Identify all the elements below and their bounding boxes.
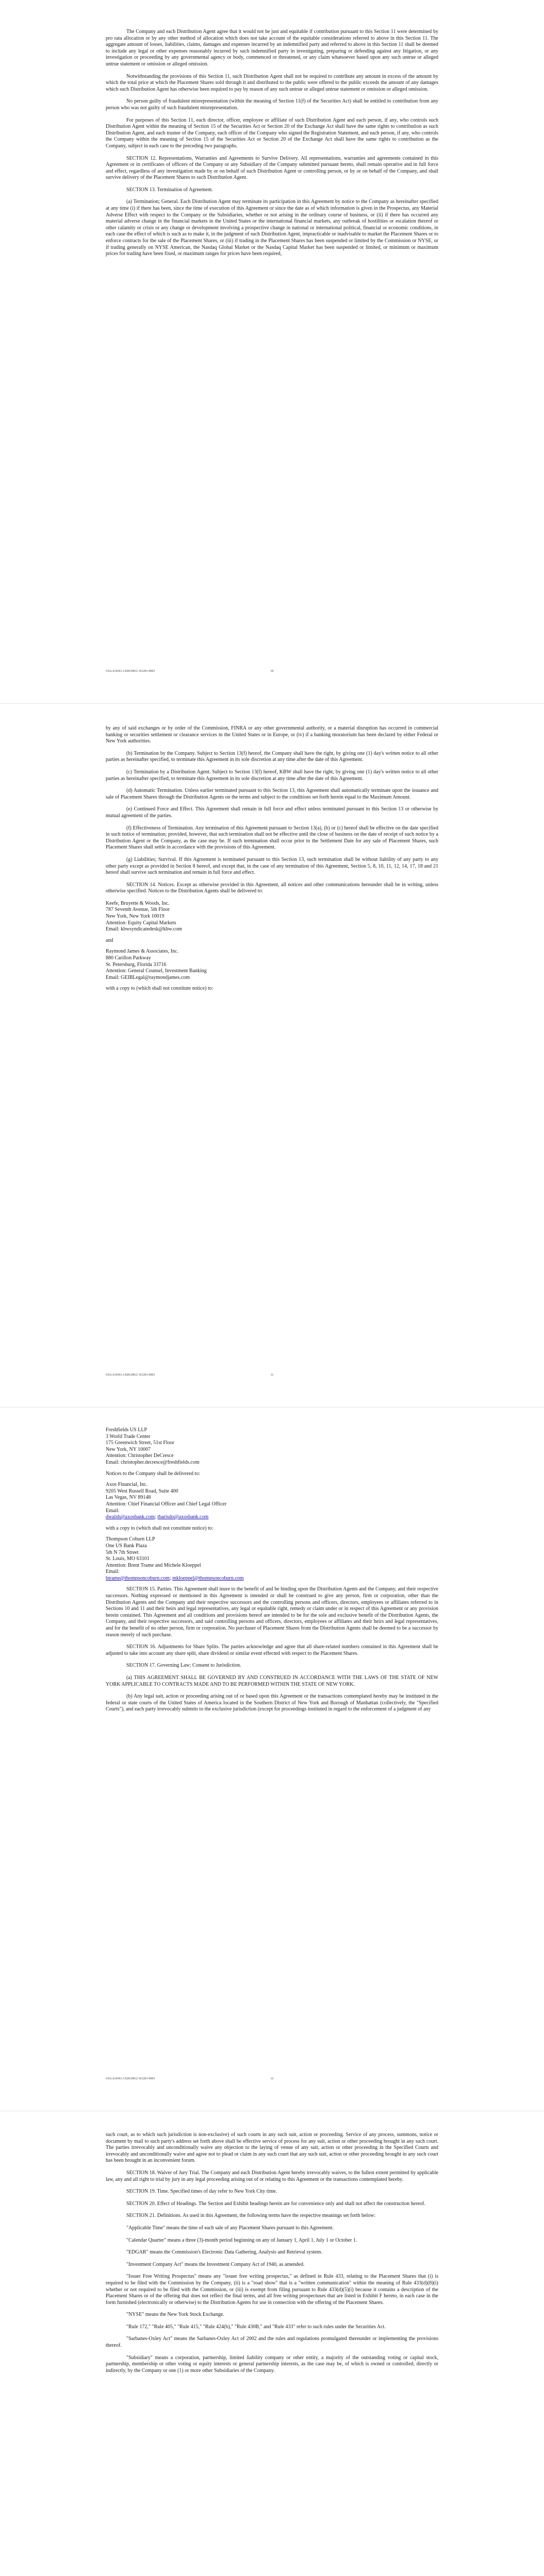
section-heading: SECTION 14. Notices. Except as otherwise provided in this Agreement, all notices and other communications hereunder shall be in writing, unless otherwise specified. Notices to the Distribution Agents shall be delivered to: xyxy=(106,882,438,894)
page-number: 11 xyxy=(270,1374,274,1377)
page-footer xyxy=(106,1374,438,1379)
address-line: Attention: General Counsel, Investment Banking xyxy=(106,968,207,974)
address-line: St. Louis, MO 63101 xyxy=(106,1556,150,1562)
page-footer xyxy=(106,670,438,675)
document-code: USA.614361.1/020/290/2 161201-0001 xyxy=(106,670,155,673)
paragraph: For purposes of this Section 11, each director, officer, employee or affiliate of such Distribution Agent and each person, if any, who controls such Distribution Agent within the meaning of Section 15 of the Securities Act or Section 20 of the Exchange Act shall have the same rights to contribution as such Distribution Agent, and each trustee of the Company, each officer of the Company who signed the Registration Statement, and each person, if any, who controls the Company within the meaning of Section 15 of the Securities Act or Section 20 of the Exchange Act shall have the same rights to contribution as the Company, subject in each case to the preceding two paragraphs. xyxy=(106,117,438,149)
address-line: Las Vegas, NV 89148 xyxy=(106,1495,151,1501)
page-11 xyxy=(0,704,544,1407)
and-label: and xyxy=(106,937,113,943)
address-line: Attention: Chief Financial Officer and Chief Legal Officer xyxy=(106,1501,227,1507)
paragraph: such court, as to which such jurisdiction is non-exclusive) of such courts in any such suit, action or proceeding. Service of any process, summons, notice or document by mail to such party's address set forth above shall be effective service of process for any suit, action or other proceeding brought in any such court. The parties irrevocably and unconditionally waive any objection to the laying of venue of any suit, action or other proceeding in the Specified Courts and irrevocably and unconditionally waive and agree not to plead or claim in any such court that any such suit, action or other proceeding brought in any such court has been brought in an inconvenient forum. xyxy=(106,2132,438,2164)
address-thompson-coburn xyxy=(106,1536,438,1582)
email-link[interactable]: btrame@thompsoncoburn.com xyxy=(106,1575,170,1581)
paragraph: SECTION 16. Adjustments for Share Splits. The parties acknowledge and agree that all share-related numbers contained in this Agreement shall be adjusted to take into account any share split, share dividend or similar event effected with respect to the Placement Shares. xyxy=(106,1644,438,1656)
definition: "Investment Company Act" means the Investment Company Act of 1940, as amended. xyxy=(126,2261,305,2267)
copy-label: with a copy to (which shall not constitute notice) to: xyxy=(106,1525,213,1531)
definition: "Subsidiary" means a corporation, partnership, limited liability company or other entity, a majority of the outstanding voting or capital stock, partnership, membership or other voting or equity interests or general partnership interests, as the case may be, of which is owned or controlled, directly or indirectly, by the Company or one (1) or more other Subsidiaries of the Company. xyxy=(106,2354,438,2374)
address-line: Axos Financial, Inc. xyxy=(106,1482,148,1488)
paragraph: SECTION 21. Definitions. As used in this Agreement, the following terms have the respective meanings set forth below: xyxy=(126,2213,376,2219)
address-line: Attention: Equity Capital Markets xyxy=(106,920,176,926)
address-line: 9205 West Russell Road, Suite 400 xyxy=(106,1488,178,1494)
page-footer xyxy=(106,2077,438,2082)
address-email-line: Email: dwalsh@axosbank.com; tbarisdo@axosbank.com xyxy=(106,1508,438,1521)
address-line: 787 Seventh Avenue, 5th Floor xyxy=(106,907,170,913)
address-line: Thompson Coburn LLP xyxy=(106,1536,155,1543)
definition: "EDGAR" means the Commission's Electronic Data Gathering, Analysis and Retrieval system. xyxy=(126,2249,322,2256)
section-heading: SECTION 12. Representations, Warranties and Agreements to Survive Delivery. All representations, warranties and agreements contained in this Agreement or in certificates of officers of the Company or any Subsidiary of the Company submitted pursuant hereto, shall remain operative and in full force and effect, regardless of any investigation made by or on behalf of such Distribution Agent or controlling person, or by or on behalf of the Company, and shall survive delivery of the Placement Shares to such Distribution Agent. xyxy=(106,155,438,181)
definition: "Calendar Quarter" means a three (3)-month period beginning on any of January 1, April 1, July 1 or October 1. xyxy=(126,2237,357,2243)
email-link[interactable]: dwalsh@axosbank.com xyxy=(106,1514,155,1520)
address-line: St. Petersburg, Florida 33716 xyxy=(106,961,167,968)
page-number: 10 xyxy=(270,670,274,673)
paragraph: Notwithstanding the provisions of this Section 11, such Distribution Agent shall not be required to contribute any amount in excess of the amount by which the total price at which the Placement Shares sold through it and distributed to the public were offered to the public exceeds the amount of any damages which such Distribution Agent has otherwise been required to pay by reason of any such untrue or alleged untrue statement or omission or alleged omission. xyxy=(106,73,438,92)
copy-label: with a copy to (which shall not constitute notice) to: xyxy=(106,986,213,992)
document-code: USA.614361.1/020/290/2 161201-0001 xyxy=(106,2077,155,2080)
address-line: Freshfields US LLP xyxy=(106,1427,147,1433)
address-line: 3 World Trade Center xyxy=(106,1433,151,1439)
address-raymond-james xyxy=(106,948,438,981)
address-line: 880 Carillon Parkway xyxy=(106,955,151,961)
paragraph: SECTION 20. Effect of Headings. The Section and Exhibit headings herein are for convenience only and shall not affect the construction hereof. xyxy=(126,2200,425,2207)
address-line: Email: GEIBLegal@raymondjames.com xyxy=(106,974,190,980)
page-13-body xyxy=(106,2132,438,2380)
paragraph: (a) THIS AGREEMENT SHALL BE GOVERNED BY AND CONSTRUED IN ACCORDANCE WITH THE LAWS OF THE STATE OF NEW YORK APPLICABLE TO CONTRACTS MADE AND TO BE PERFORMED WITHIN THE STATE OF NEW YORK. xyxy=(106,1675,438,1687)
address-kbw xyxy=(106,901,438,933)
address-line: New York, New York 10019 xyxy=(106,913,164,920)
page-10-body xyxy=(106,29,438,263)
company-notice-label: Notices to the Company shall be delivered to: xyxy=(106,1470,201,1477)
email-label: Email: xyxy=(106,1569,120,1575)
address-line: One US Bank Plaza xyxy=(106,1543,147,1549)
paragraph: SECTION 18. Waiver of Jury Trial. The Company and each Distribution Agent hereby irrevocably waives, to the fullest extent permitted by applicable law, any and all right to trial by jury in any legal proceeding arising out of or relating to this Agreement or the transactions contemplated hereby. xyxy=(106,2170,438,2182)
definition: "Applicable Time" means the time of each sale of any Placement Shares pursuant to this Agreement. xyxy=(126,2225,334,2231)
address-freshfields xyxy=(106,1427,438,1466)
address-line: Email: kbwsyndicatedesk@kbw.com xyxy=(106,926,182,933)
email-link[interactable]: tbarisdo@axosbank.com xyxy=(157,1514,209,1520)
address-line: Email: christopher.decresce@freshfields.com xyxy=(106,1459,200,1465)
address-line: Attention: Brent Trame and Michele Kloeppel xyxy=(106,1562,201,1568)
address-line: 175 Greenwich Street, 51st Floor xyxy=(106,1440,175,1446)
paragraph: (g) Liabilities; Survival. If this Agreement is terminated pursuant to this Section 13, such termination shall be without liability of any party to any other party except as provided in Section 8 hereof, and except that, in the case of any termination of this Agreement, Section 5, 8, 10, 11, 12, 14, 17, 18 and 21 hereof shall survive such termination and remain in full force and effect. xyxy=(106,856,438,876)
definition: "Rule 172," "Rule 405," "Rule 415," "Rule 424(b)," "Rule 430B," and "Rule 433" refer to such rules under the Securities Act. xyxy=(126,2324,386,2330)
paragraph: SECTION 19. Time. Specified times of day refer to New York City time. xyxy=(126,2189,277,2195)
page-11-body xyxy=(106,725,438,997)
paragraph: No person guilty of fraudulent misrepresentation (within the meaning of Section 11(f) of the Securities Act) shall be entitled to contribution from any person who was not guilty of such fraudulent misrepresentation. xyxy=(106,98,438,111)
paragraph: (e) Continued Force and Effect. This Agreement shall remain in full force and effect unless terminated pursuant to this Section 13 or otherwise by mutual agreement of the parties. xyxy=(106,806,438,819)
section-heading: SECTION 13. Termination of Agreement. xyxy=(126,187,213,193)
address-axos xyxy=(106,1482,438,1521)
section-heading: SECTION 17. Governing Law; Consent to Jurisdiction. xyxy=(126,1663,241,1669)
paragraph: (b) Termination by the Company. Subject to Section 13(f) hereof, the Company shall have the right, by giving one (1) day's written notice to all other parties as hereinafter specified, to terminate this Agreement in its sole discretion at any time after the date of this Agreement. xyxy=(106,750,438,763)
email-link[interactable]: mkloeppel@thompsoncoburn.com xyxy=(172,1575,244,1581)
address-line: 5th N 7th Street xyxy=(106,1549,139,1555)
paragraph: (b) Any legal suit, action or proceeding arising out of or based upon this Agreement or the transactions contemplated hereby may be instituted in the federal or state courts of the United States of America located in the Southern District of New York and Borough of Manhattan (collectively, the "Specified Courts"), and each party irrevocably submits to the exclusive jurisdiction (except for proceedings instituted in regard to the enforcement of a judgment of any xyxy=(106,1693,438,1713)
paragraph: SECTION 15. Parties. This Agreement shall inure to the benefit of and be binding upon the Distribution Agents and the Company, and their respective successors. Nothing expressed or mentioned in this Agreement is intended or shall be construed to give any person, firm or corporation, other than the Distribution Agents and the Company and their respective successors and the controlling persons and officers, directors, employees or affiliates referred to in Sections 10 and 11 and their heirs and legal representatives, any legal or equitable right, remedy or claim under or in respect of this Agreement or any provision herein contained. This Agreement and all conditions and provisions hereof are intended to be for the sole and exclusive benefit of the Distribution Agents, the Company, and their respective successors, and said controlling persons and officers, directors, employees or affiliates and their heirs and legal representatives, and for the benefit of no other person, firm or corporation. No purchaser of Placement Shares from the Distribution Agents shall be deemed to be a successor by reason merely of such purchase. xyxy=(106,1586,438,1638)
definition: "Sarbanes-Oxley Act" means the Sarbanes-Oxley Act of 2002 and the rules and regulations promulgated thereunder or implementing the provisions thereof. xyxy=(106,2336,438,2349)
definition: "Issuer Free Writing Prospectus" means any "issuer free writing prospectus," as defined in Rule 433, relating to the Placement Shares that (i) is required to be filed with the Commission by the Company, (ii) is a "road show" that is a "written communication" within the meaning of Rule 433(d)(8)(i) whether or not required to be filed with the Commission, or (iii) is exempt from filing pursuant to Rule 433(d)(5)(i) because it contains a description of the Placement Shares or of the offering that does not reflect the final terms, and all free writing prospectuses that are listed in Exhibit F hereto, in each case in the form furnished (electronically or otherwise) to the Distribution Agents for use in connection with the offering of the Placement Shares. xyxy=(106,2274,438,2306)
page-13 xyxy=(0,2111,544,2576)
paragraph: (d) Automatic Termination. Unless earlier terminated pursuant to this Section 13, this Agreement shall automatically terminate upon the issuance and sale of Placement Shares through the Distribution Agents on the terms and subject to the conditions set forth herein equal to the Maximum Amount. xyxy=(106,788,438,800)
paragraph: (c) Termination by a Distribution Agent. Subject to Section 13(f) hereof, KBW shall have the right, by giving one (1) day's written notice to all other parties as hereinafter specified, to terminate this Agreement in its sole discretion at any time after the date of this Agreement. xyxy=(106,769,438,782)
page-12 xyxy=(0,1408,544,2111)
paragraph: (f) Effectiveness of Termination. Any termination of this Agreement pursuant to Section 13(a), (b) or (c) hereof shall be effective on the date specified in such notice of termination; provided, however, that such termination shall not be effective until the close of business on the date of receipt of such notice by a Distribution Agent or the Company, as the case may be. If such termination shall occur prior to the Settlement Date for any sale of Placement Shares, such Placement Shares shall settle in accordance with the provisions of this Agreement. xyxy=(106,825,438,851)
address-line: Raymond James & Associates, Inc. xyxy=(106,948,179,955)
address-line: Keefe, Bruyette & Woods, Inc. xyxy=(106,900,170,906)
address-line: New York, NY 10007 xyxy=(106,1446,151,1452)
document-code: USA.614361.1/020/290/2 161201-0001 xyxy=(106,1374,155,1377)
paragraph: (a) Termination; General. Each Distribution Agent may terminate its participation in this Agreement by notice to the Company as hereinafter specified at any time (i) if there has been, since the time of execution of this Agreement or since the date as of which information is given in the Prospectus, any Material Adverse Effect with respect to the Company or the Subsidiaries, whether or not arising in the ordinary course of business, or (ii) if there has occurred any material adverse change in the financial markets in the United States or the international financial markets, any outbreak of hostilities or escalation thereof or other calamity or crisis or any change or development involving a prospective change in national or international political, financial or economic conditions, in each case the effect of which is such as to make it, in the judgment of such Distribution Agent, impracticable or inadvisable to market the Placement Shares or to enforce contracts for the sale of the Placement Shares, or (iii) if trading in the Placement Shares has been suspended or limited by the Commission or NYSE, or if trading generally on NYSE American, the Nasdaq Global Market or the Nasdaq Capital Market has been suspended or limited, or minimum or maximum prices for trading have been fixed, or maximum ranges for prices have been required, xyxy=(106,199,438,257)
address-line: Attention: Christopher DeCresce xyxy=(106,1453,174,1459)
page-12-body xyxy=(106,1427,438,1719)
paragraph: The Company and each Distribution Agent agree that it would not be just and equitable if contribution pursuant to this Section 11 were determined by pro rata allocation or by any other method of allocation which does not take account of the equitable considerations referred to above in this Section 11. The aggregate amount of losses, liabilities, claims, damages and expenses incurred by an indemnified party and referred to above in this Section 11 shall be deemed to include any legal or other expenses reasonably incurred by such indemnified party in investigating, preparing or defending against any litigation, or any investigation or proceeding by any governmental agency or body, commenced or threatened, or any claim whatsoever based upon any such untrue or alleged untrue statement or omission or alleged omission. xyxy=(106,29,438,67)
email-label: Email: xyxy=(106,1507,120,1514)
page-10 xyxy=(0,0,544,703)
definition: "NYSE" means the New York Stock Exchange. xyxy=(126,2312,224,2318)
page-number: 12 xyxy=(270,2077,274,2080)
address-email-line: Email: btrame@thompsoncoburn.com; mkloeppel@thompsoncoburn.com xyxy=(106,1569,438,1582)
paragraph: by any of said exchanges or by order of the Commission, FINRA or any other governmental authority, or a material disruption has occurred in commercial banking or securities settlement or clearance services in the United States or in Europe, or (iv) if a banking moratorium has been declared by either Federal or New York authorities. xyxy=(106,725,438,744)
